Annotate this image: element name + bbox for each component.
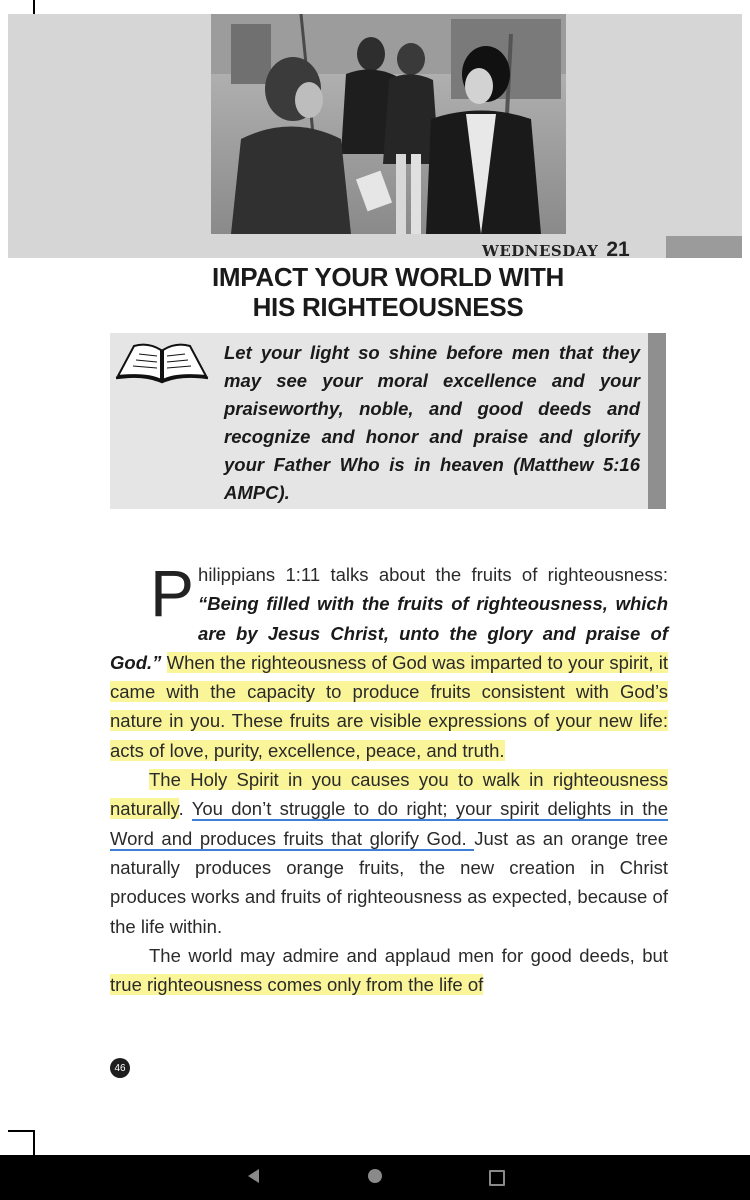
recent-apps-icon[interactable] <box>489 1170 505 1186</box>
page-title <box>110 262 666 322</box>
drop-cap: P <box>150 556 195 630</box>
p2-underline[interactable]: You don’t struggle to do right; your spirit delights in the Word and produces fruits that glorify God. <box>110 798 668 849</box>
crop-mark-bottom-h <box>8 1130 35 1132</box>
p2-rest: Just as an orange tree naturally produces orange fruits, the new creation in Christ produces works and fruits of righteousness as expected, because of the life within. <box>110 827 668 937</box>
day-number: 21 <box>606 238 630 261</box>
p3-lead: The world may admire and applaud men for good deeds, but <box>149 944 668 966</box>
back-icon[interactable] <box>248 1169 259 1183</box>
scripture-box-edge <box>648 333 666 509</box>
p1-lead: hilippians 1:11 talks about the fruits of righteousness: <box>198 564 668 585</box>
open-book-icon <box>114 340 210 384</box>
p2-sep: . <box>178 798 192 820</box>
title-line-1: IMPACT YOUR WORLD WITH <box>211 262 565 292</box>
day-label <box>482 238 630 260</box>
page-number-badge: 46 <box>110 1058 130 1078</box>
day-name: WEDNESDAY <box>482 242 599 260</box>
header-photo <box>211 14 566 234</box>
title-line-2: HIS RIGHTEOUSNESS <box>252 292 524 322</box>
p3-highlight[interactable]: true righteousness comes only from the life of <box>110 974 484 996</box>
crop-mark-bottom-v <box>33 1130 35 1155</box>
paragraph-2 <box>110 765 668 941</box>
devotional-body <box>110 556 669 999</box>
scripture-text: Let your light so shine before men that they may see your moral excellence and your praiseworthy, noble, and good deeds and recognize and honor and praise and glorify your Father Who is in heaven (Matthew 5:16 AMPC). <box>224 342 640 503</box>
p2-highlight[interactable]: The Holy Spirit in you causes you to walk in righteousness naturally <box>110 769 668 820</box>
header-accent-bar <box>666 236 742 258</box>
paragraph-3 <box>110 941 668 1000</box>
p1-highlight[interactable]: When the righteousness of God was imparted to your spirit, it came with the capacity to produce fruits consistent with God’s nature in you. These fruits are visible expressions of your new life: acts of love, purity, excellence, peace, and truth. <box>110 651 669 761</box>
home-icon[interactable] <box>368 1169 382 1183</box>
p1-quote: “Being filled with the fruits of righteousness, which are by Jesus Christ, unto the glory and praise of God.” <box>110 593 668 673</box>
paragraph-1 <box>110 556 669 765</box>
